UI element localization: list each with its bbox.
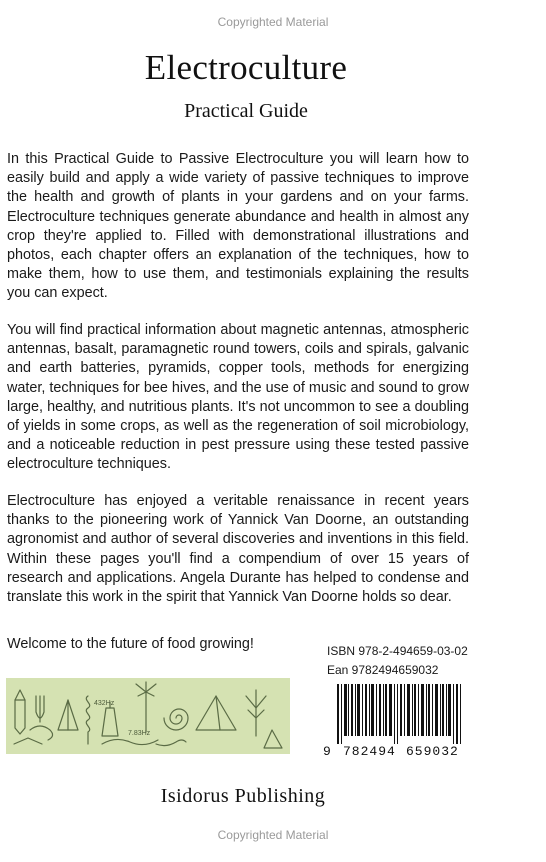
barcode-bars — [337, 684, 462, 744]
book-subtitle: Practical Guide — [184, 100, 308, 122]
publisher-name: Isidorus Publishing — [160, 785, 326, 807]
watermark-top: Copyrighted Material — [217, 15, 329, 29]
isbn-text: ISBN 978-2-494659-03-02 — [327, 644, 468, 658]
sketch-illustration — [6, 678, 290, 754]
frequency-label-783: 7.83Hz — [128, 730, 151, 737]
barcode-digit-first: 9 — [323, 744, 331, 759]
welcome-line: Welcome to the future of food growing! — [7, 636, 254, 652]
book-title: Electroculture — [144, 48, 348, 87]
watermark-bottom: Copyrighted Material — [217, 828, 329, 842]
barcode-digits-left: 782494 — [343, 744, 396, 759]
barcode — [321, 681, 466, 765]
ean-text: Ean 9782494659032 — [327, 663, 439, 677]
description-paragraph-2: You will find practical information about magnetic antennas, atmospheric antennas, basalt, paramagnetic round towers, coils and spirals, galvanic and earth batteries, pyramids, copper tools, methods for energizing water, techniques for bee hives, and the use of music and sound to grow large, healthy, and nutritious plants. It's not uncommon to see a doubling of yields in some crops, as well as the regeneration of soil microbiology, and a noticeable reduction in pest pressure using these tested passive electroculture techniques. — [7, 322, 469, 473]
description-paragraph-1: In this Practical Guide to Passive Electroculture you will learn how to easily build and apply a wide variety of passive techniques to improve the health and growth of plants in your gardens and on your farms. Electroculture techniques generate abundance and health in almost any crop they're applied to. Filled with demonstrational illustrations and photos, each chapter offers an explanation of the techniques, how to make them, how to use them, and testimonials explaining the results you can expect. — [7, 151, 469, 302]
electroculture-sketch-image — [6, 678, 290, 754]
frequency-label-432: 432Hz — [94, 700, 115, 707]
barcode-digits-right: 659032 — [406, 744, 459, 759]
description-paragraph-3: Electroculture has enjoyed a veritable renaissance in recent years thanks to the pioneering work of Yannick Van Doorne, an outstanding agronomist and author of several discoveries and inventions in this field. Within these pages you'll find a compendium of over 15 years of research and applications. Angela Durante has helped to condense and translate this work in the spirit that Yannick Van Doorne holds so dear. — [7, 493, 469, 606]
